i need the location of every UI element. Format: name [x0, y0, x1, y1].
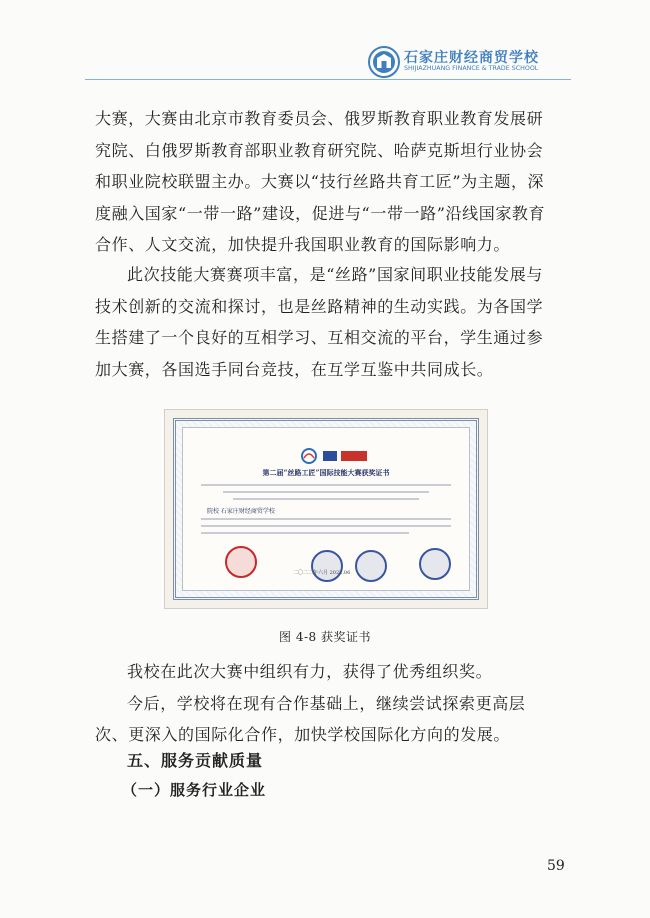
certificate-school: 院校 石家庄财经商贸学校	[207, 508, 275, 515]
certificate-date: 二〇二二年六月 2022.06	[293, 570, 351, 576]
school-name-en: SHIJIAZHUANG FINANCE & TRADE SCHOOL	[404, 65, 539, 72]
certificate-text-line	[201, 484, 451, 486]
blue-seal-icon	[355, 550, 387, 582]
certificate-image	[165, 410, 487, 608]
certificate-border	[173, 418, 479, 600]
blue-seal-icon	[419, 548, 451, 580]
certificate-title: 第二届“丝路工匠”国际技能大赛获奖证书	[262, 468, 390, 477]
certificate-text-line	[223, 491, 429, 493]
paragraph-block-2	[95, 259, 557, 385]
section-heading: 五、服务贡献质量	[127, 751, 264, 770]
page-header	[368, 44, 572, 80]
certificate-text-line	[201, 525, 451, 527]
paragraph-2: 此次技能大赛赛项丰富，是“丝路”国家间职业技能发展与技术创新的交流和探讨，也是丝路精神的生动实践。为各国学生搭建了一个良好的互相学习、互相交流的平台，学生通过参加大赛，各国选手同台竞技，在互学互鉴中共同成长。	[95, 265, 544, 379]
certificate-text-line	[201, 532, 409, 534]
paragraph-3: 我校在此次大赛中组织有力，获得了优秀组织奖。	[127, 662, 493, 681]
school-logo-icon	[368, 46, 400, 78]
competition-logos-icon	[301, 448, 371, 464]
figure-caption: 图 4-8 获奖证书	[279, 630, 371, 644]
certificate-body	[182, 427, 470, 591]
subsection-heading: （一）服务行业企业	[122, 781, 267, 799]
paragraph-block-3	[95, 656, 557, 751]
red-seal-icon	[225, 546, 257, 578]
page-number: 59	[547, 858, 565, 874]
paragraph-4: 今后，学校将在现有合作基础上，继续尝试探索更高层次、更深入的国际化合作，加快学校国际化方向的发展。	[95, 693, 526, 744]
paragraph-1: 大赛，大赛由北京市教育委员会、俄罗斯教育职业教育发展研究院、白俄罗斯教育部职业教育研究院、哈萨克斯坦行业协会和职业院校联盟主办。大赛以“技行丝路共育工匠”为主题，深度融入国家“一带一路”建设，促进与“一带一路”沿线国家教育合作、人文交流，加快提升我国职业教育的国际影响力。	[95, 109, 546, 254]
certificate-text-line	[233, 498, 419, 500]
certificate-text-line	[201, 518, 451, 520]
paragraph-block-1	[95, 103, 557, 261]
blue-seal-icon	[311, 550, 343, 582]
header-divider	[85, 79, 571, 80]
school-name-cn: 石家庄财经商贸学校	[404, 50, 539, 66]
